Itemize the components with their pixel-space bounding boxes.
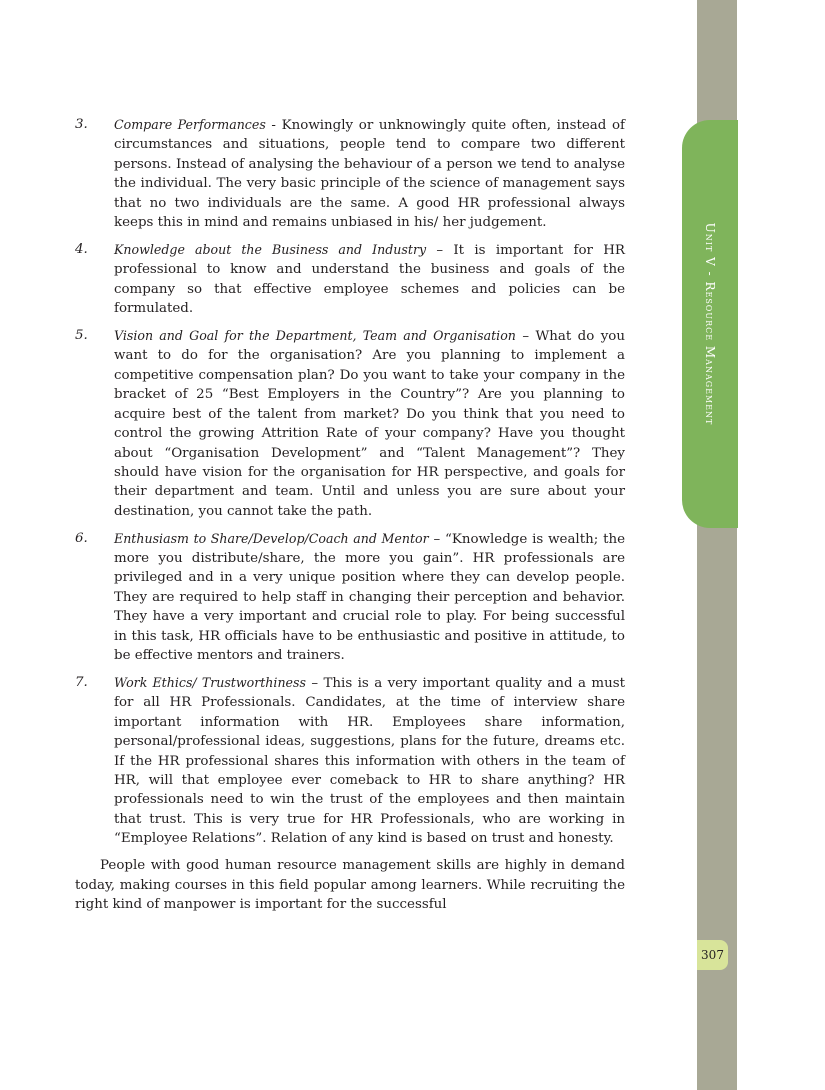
unit-tab [682, 120, 738, 528]
list-item [75, 115, 625, 232]
item-text: “Knowledge is wealth; the more you distribute/share, the more you gain”. HR professionals are privileged and in a very unique position where they can develop people. They are required to help staff in changing their perception and behavior. They have a very important and crucial role to play. For being successful in this task, HR officials have to be enthusiastic and positive in attitude, to be effective mentors and trainers. [114, 531, 625, 664]
page-content [75, 115, 625, 914]
item-number: 4. [75, 241, 88, 257]
item-text: Knowingly or unknowingly quite often, instead of circumstances and situations, people tend to compare two different persons. Instead of analysing the behaviour of a person we tend to analyse the individual. The very basic principle of the science of management says that no two individuals are the same. A good HR professional always keeps this in mind and remains unbiased in his/ her judgement. [114, 118, 625, 231]
item-text: What do you want to do for the organisation? Are you planning to implement a competitive compensation plan? Do you want to take your company in the bracket of 25 “Best Employers in the Country”? Are you planning to acquire best of the talent from market? Do you think that you need to control the growing Attrition Rate of your company? Have you thought about “Organisation Development” and “Talent Management”? They should have vision for the organisation for HR perspective, and goals for their department and team. Until and unless you are sure about your destination, you cannot take the path. [114, 329, 625, 519]
item-term: Vision and Goal for the Department, Team and Organisation [114, 328, 516, 344]
closing-paragraph: People with good human resource management skills are highly in demand today, making courses in this field popular among learners. While recruiting the right kind of manpower is important for the successful [75, 858, 625, 912]
list-item [75, 240, 625, 319]
item-separator: - [265, 118, 282, 133]
item-number: 6. [75, 530, 88, 546]
list-item [75, 529, 625, 666]
item-term: Work Ethics/ Trustworthiness [114, 674, 306, 690]
page-number: 307 [697, 940, 728, 970]
numbered-list [75, 115, 625, 849]
item-number: 5. [75, 328, 88, 344]
list-item [75, 326, 625, 521]
item-number: 3. [75, 117, 88, 132]
item-text: This is a very important quality and a must for all HR Professionals. Candidates, at the time of interview share important information with HR. Employees share information, personal/professional ideas, suggestions, plans for the future, dreams etc. If the HR professional shares this information with others in the team of HR, will that employee ever comeback to HR to share anything? HR professionals need to win the trust of the employees and then maintain that trust. This is very true for HR Professionals, who are working in “Employee Relations”. Relation of any kind is based on trust and honesty. [114, 675, 626, 847]
item-number: 7. [75, 674, 88, 690]
item-text: It is important for HR professional to know and understand the business and goals of the company so that effective employee schemes and policies can be formulated. [114, 242, 625, 317]
list-item [75, 673, 625, 849]
item-separator: – [428, 531, 445, 547]
item-term: Compare Performances [114, 117, 266, 132]
item-separator: – [426, 242, 454, 258]
item-separator: – [515, 329, 536, 345]
unit-label: Unit V - Resource Management [703, 222, 717, 426]
item-separator: – [305, 675, 324, 691]
item-term: Enthusiasm to Share/Develop/Coach and Mentor [114, 530, 429, 546]
item-term: Knowledge about the Business and Industry [114, 241, 427, 257]
